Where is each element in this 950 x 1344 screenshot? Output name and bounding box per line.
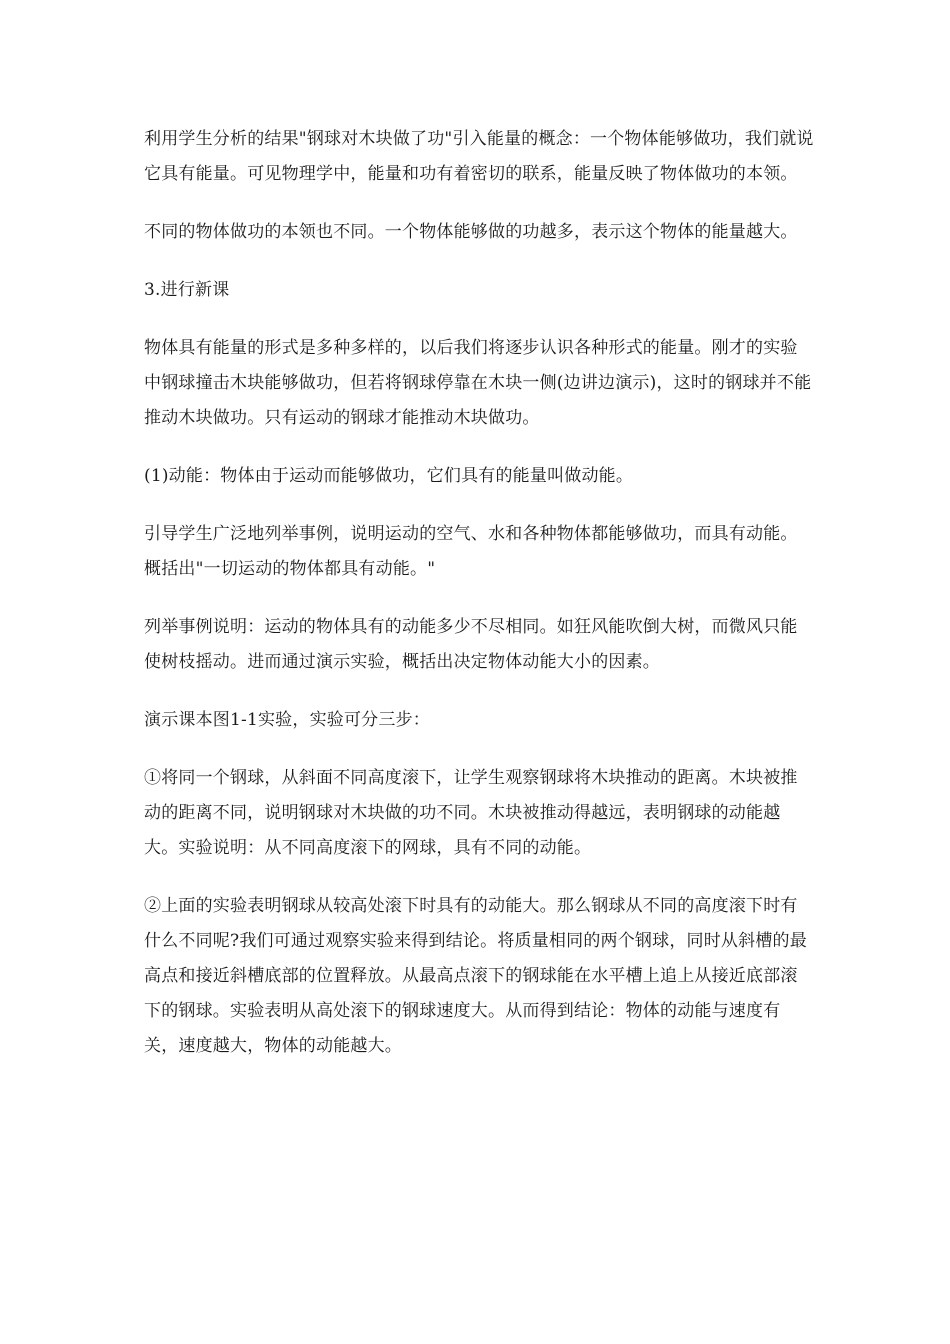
paragraph-examples-moving-objects: 引导学生广泛地列举事例，说明运动的空气、水和各种物体都能够做功，而具有动能。概括出"一切运动的物体都具有动能。": [144, 524, 798, 579]
paragraph-examples-kinetic-differences: 列举事例说明：运动的物体具有的动能多少不尽相同。如狂风能吹倒大树，而微风只能使树枝摇动。进而通过演示实验，概括出决定物体动能大小的因素。: [144, 617, 798, 672]
paragraph-step-two: ②上面的实验表明钢球从较高处滚下时具有的动能大。那么钢球从不同的高度滚下时有什么不同呢?我们可通过观察实验来得到结论。将质量相同的两个钢球，同时从斜槽的最高点和接近斜槽底部的位置释放。从最高点滚下的钢球能在水平槽上追上从接近底部滚下的钢球。实验表明从高处滚下的钢球速度大。从而得到结论：物体的动能与速度有关，速度越大，物体的动能越大。: [144, 896, 807, 1056]
paragraph-step-one: ①将同一个钢球，从斜面不同高度滚下，让学生观察钢球将木块推动的距离。木块被推动的距离不同，说明钢球对木块做的功不同。木块被推动得越远，表明钢球的动能越大。实验说明：从不同高度滚下的网球，具有不同的动能。: [144, 768, 798, 858]
paragraph-energy-ability: 不同的物体做功的本领也不同。一个物体能够做的功越多，表示这个物体的能量越大。: [144, 222, 798, 242]
paragraph-energy-forms: 物体具有能量的形式是多种多样的，以后我们将逐步认识各种形式的能量。刚才的实验中钢球撞击木块能够做功，但若将钢球停靠在木块一侧(边讲边演示)，这时的钢球并不能推动木块做功。只有运动的钢球才能推动木块做功。: [144, 338, 812, 428]
document-body: [144, 122, 814, 1087]
paragraph-kinetic-energy-definition: (1)动能：物体由于运动而能够做功，它们具有的能量叫做动能。: [144, 466, 634, 486]
paragraph-demo-intro: 演示课本图1-1实验，实验可分三步：: [144, 710, 430, 730]
section-heading-new-lesson: 3.进行新课: [144, 280, 230, 300]
paragraph-energy-concept: 利用学生分析的结果"钢球对木块做了功"引入能量的概念：一个物体能够做功，我们就说它具有能量。可见物理学中，能量和功有着密切的联系，能量反映了物体做功的本领。: [144, 129, 814, 184]
